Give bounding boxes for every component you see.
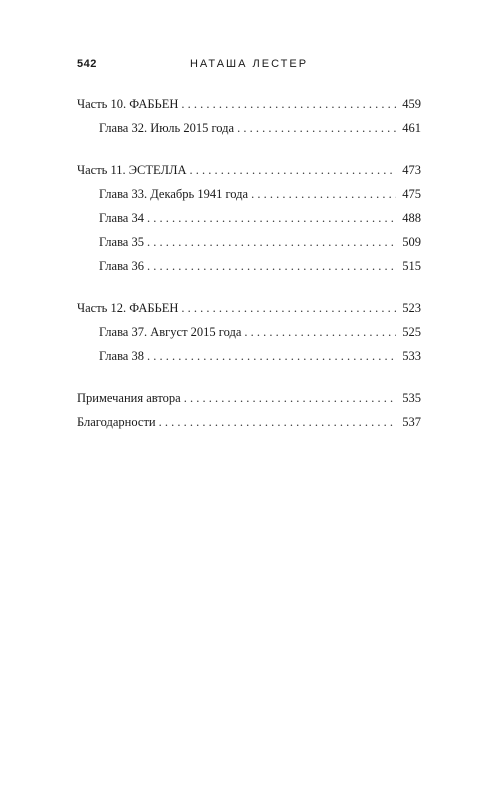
toc-acknowledgements-entry [77, 410, 421, 434]
table-of-contents [77, 92, 421, 452]
running-header [77, 58, 421, 74]
dot-leader [184, 386, 396, 410]
dot-leader [244, 320, 396, 344]
page-number: 542 [77, 58, 97, 70]
dot-leader [159, 410, 396, 434]
toc-entry-page: 509 [402, 235, 421, 249]
dot-leader [237, 116, 396, 140]
toc-part-group [77, 296, 421, 368]
dot-leader [181, 92, 396, 116]
toc-entry-page: 461 [402, 121, 421, 135]
toc-part-entry [77, 158, 421, 182]
toc-notes-entry [77, 386, 421, 410]
toc-chapter-entry [77, 116, 421, 140]
toc-entry-label: Примечания автора [77, 391, 181, 405]
toc-entry-page: 525 [402, 325, 421, 339]
toc-entry-label: Глава 34 [99, 211, 144, 225]
toc-entry-label: Глава 32. Июль 2015 года [99, 121, 235, 135]
toc-entry-page: 459 [402, 97, 421, 111]
dot-leader [181, 296, 396, 320]
toc-entry-page: 523 [402, 301, 421, 315]
toc-entry-label: Глава 36 [99, 259, 144, 273]
toc-entry-page: 488 [402, 211, 421, 225]
toc-entry-page: 535 [402, 391, 421, 405]
dot-leader [189, 158, 396, 182]
dot-leader [147, 206, 396, 230]
toc-back-matter [77, 386, 421, 434]
toc-entry-page: 537 [402, 415, 421, 429]
toc-chapter-entry [77, 344, 421, 368]
toc-entry-label: Глава 33. Декабрь 1941 года [99, 187, 249, 201]
toc-entry-label: Благодарности [77, 415, 156, 429]
toc-chapter-entry [77, 230, 421, 254]
dot-leader [147, 254, 396, 278]
toc-part-entry [77, 92, 421, 116]
toc-part-entry [77, 296, 421, 320]
toc-part-group [77, 92, 421, 140]
toc-chapter-entry [77, 182, 421, 206]
toc-chapter-entry [77, 206, 421, 230]
author-name: НАТАША ЛЕСТЕР [189, 58, 309, 70]
toc-entry-page: 515 [402, 259, 421, 273]
toc-entry-page: 473 [402, 163, 421, 177]
toc-entry-label: Часть 11. ЭСТЕЛЛА [77, 163, 187, 177]
toc-entry-page: 533 [402, 349, 421, 363]
toc-entry-page: 475 [402, 187, 421, 201]
toc-part-group [77, 158, 421, 278]
dot-leader [147, 230, 396, 254]
dot-leader [251, 182, 396, 206]
dot-leader [147, 344, 396, 368]
toc-entry-label: Глава 38 [99, 349, 144, 363]
toc-entry-label: Часть 10. ФАБЬЕН [77, 97, 179, 111]
toc-entry-label: Глава 35 [99, 235, 144, 249]
toc-entry-label: Часть 12. ФАБЬЕН [77, 301, 179, 315]
toc-chapter-entry [77, 254, 421, 278]
toc-entry-label: Глава 37. Август 2015 года [99, 325, 242, 339]
toc-chapter-entry [77, 320, 421, 344]
